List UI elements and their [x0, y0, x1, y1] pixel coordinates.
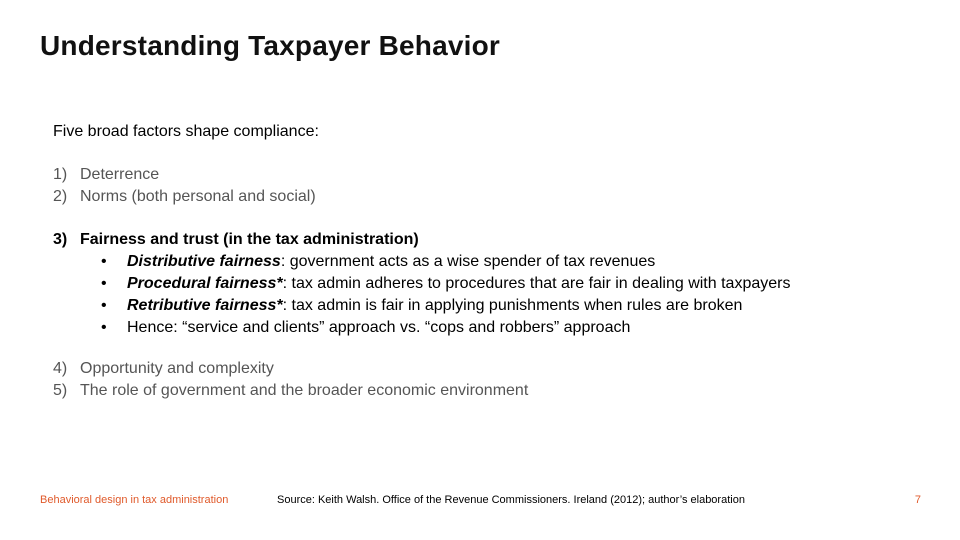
bullet-mark: •	[101, 275, 107, 292]
factor-number: 2)	[53, 188, 68, 205]
factor-text: Norms (both personal and social)	[80, 188, 316, 205]
factor-item-1	[53, 164, 316, 186]
factor-number: 3)	[53, 231, 68, 248]
factor-item-2	[53, 186, 316, 208]
bullet-mark: •	[101, 253, 107, 270]
bullet-text	[127, 317, 630, 339]
factor-list-fairness	[53, 229, 790, 339]
bullet-text	[127, 295, 742, 317]
bullet-mark: •	[101, 297, 107, 314]
factor-text: The role of government and the broader economic environment	[80, 382, 529, 399]
factor-text: Opportunity and complexity	[80, 360, 274, 377]
bullet-text	[127, 251, 655, 273]
bullet-desc: Hence: “service and clients” approach vs. “cops and robbers” approach	[127, 319, 631, 336]
factor-number: 1)	[53, 166, 68, 183]
factor-number: 4)	[53, 360, 68, 377]
bullet-item	[101, 273, 790, 295]
slide-title: Understanding Taxpayer Behavior	[40, 30, 501, 61]
bullet-text	[127, 273, 790, 295]
bullet-item	[101, 317, 790, 339]
bullet-item	[101, 251, 790, 273]
footer-source: Source: Keith Walsh. Office of the Revenue Commissioners. Ireland (2012); author’s elaboration	[277, 494, 745, 506]
factor-text: Fairness and trust (in the tax administration)	[80, 231, 419, 248]
page-number: 7	[914, 494, 921, 506]
bullet-term: Procedural fairness*	[127, 275, 283, 292]
footer-course-title: Behavioral design in tax administration	[40, 494, 229, 506]
bullet-mark: •	[101, 319, 107, 336]
factor-number: 5)	[53, 382, 68, 399]
factor-item-3	[53, 229, 790, 251]
factor-list-bottom	[53, 358, 528, 402]
fairness-bullets	[101, 251, 790, 339]
bullet-desc: : tax admin adheres to procedures that are fair in dealing with taxpayers	[282, 275, 791, 292]
intro-text: Five broad factors shape compliance:	[53, 123, 319, 140]
factor-item-5	[53, 380, 528, 402]
bullet-desc: : government acts as a wise spender of tax revenues	[280, 253, 656, 270]
factor-item-4	[53, 358, 528, 380]
bullet-term: Distributive fairness	[127, 253, 281, 270]
bullet-item	[101, 295, 790, 317]
factor-text: Deterrence	[80, 166, 160, 183]
factor-list-top	[53, 164, 316, 208]
bullet-desc: : tax admin is fair in applying punishments when rules are broken	[282, 297, 743, 314]
bullet-term: Retributive fairness*	[127, 297, 283, 314]
